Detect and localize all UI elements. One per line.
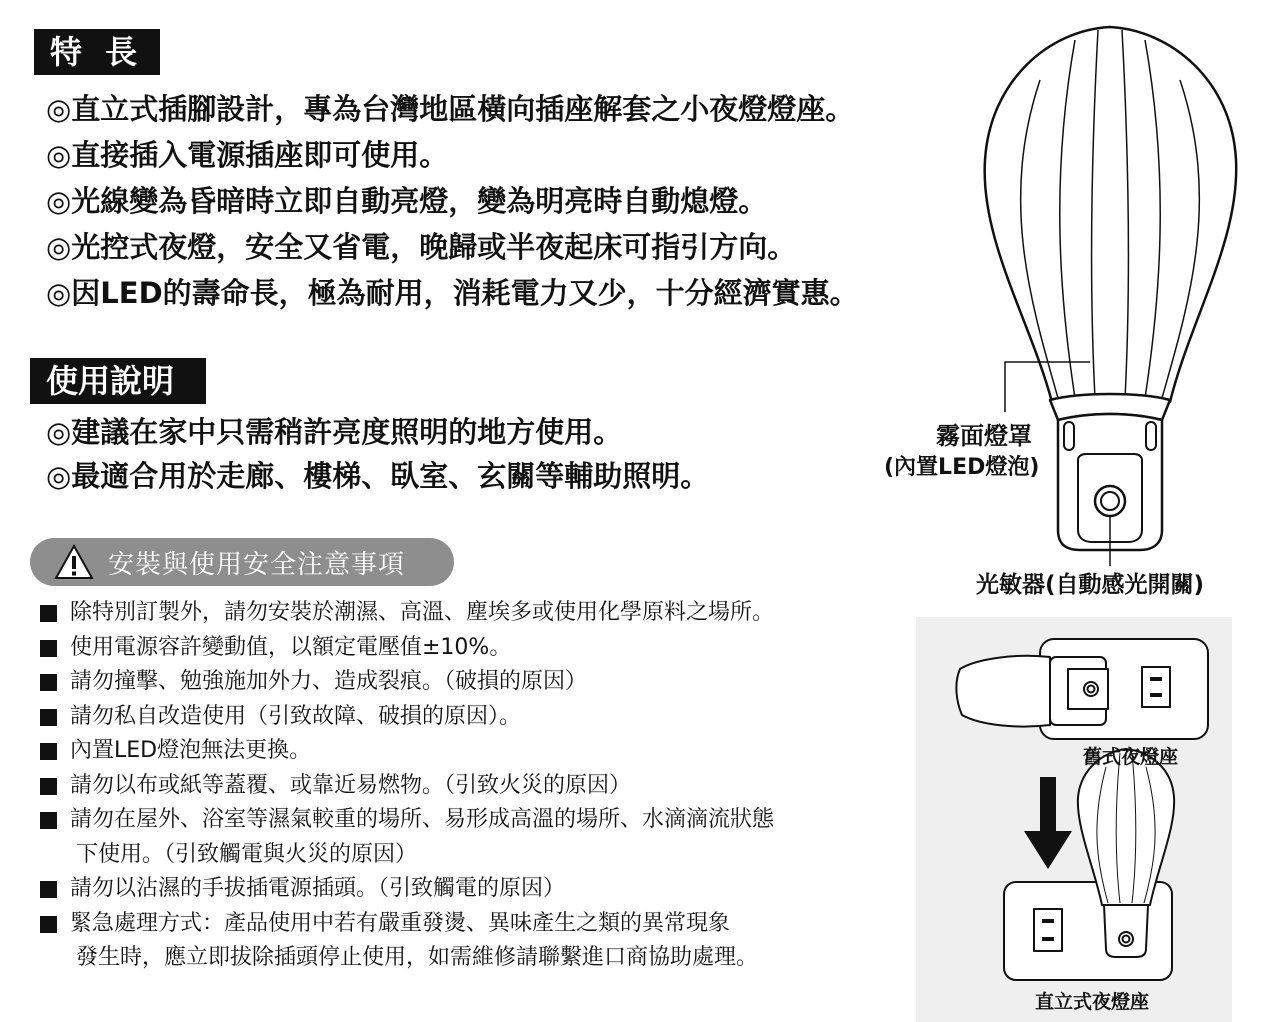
caution-item xyxy=(40,700,900,735)
square-bullet-icon xyxy=(40,881,57,898)
usage-heading: 使用說明 xyxy=(30,358,206,404)
feature-item: ◎直接插入電源插座即可使用。 xyxy=(46,138,449,172)
square-bullet-icon xyxy=(40,812,57,829)
square-bullet-icon xyxy=(40,674,57,691)
square-bullet-icon xyxy=(40,916,57,933)
caution-item xyxy=(40,872,900,907)
caution-text: 內置LED燈泡無法更換。 xyxy=(70,738,312,763)
shade-label-line1: 霧面燈罩 xyxy=(936,422,1032,450)
caution-item xyxy=(40,665,900,700)
shade-label-line2: (內置LED燈泡) xyxy=(884,455,1040,480)
caution-text-continued: 發生時，應立即拔除插頭停止使用，如需維修請聯繫進口商協助處理。 xyxy=(76,945,759,970)
square-bullet-icon xyxy=(40,709,57,726)
caution-text-continued: 下使用。（引致觸電與火災的原因） xyxy=(76,841,418,867)
new-base-label: 直立式夜燈座 xyxy=(1035,991,1150,1013)
safety-heading-text: 安裝與使用安全注意事項 xyxy=(108,549,406,580)
caution-text: 請勿以沾濕的手拔插電源插頭。（引致觸電的原因） xyxy=(70,876,566,901)
usage-item: ◎最適合用於走廊、樓梯、臥室、玄關等輔助照明。 xyxy=(46,459,710,493)
comparison-illustration xyxy=(916,617,1232,1022)
old-base-label: 舊式夜燈座 xyxy=(1083,746,1179,768)
caution-text: 請勿私自改造使用（引致故障、破損的原因）。 xyxy=(70,703,522,729)
feature-item: ◎因LED的壽命長，極為耐用，消耗電力又少，十分經濟實惠。 xyxy=(46,276,859,310)
caution-item xyxy=(40,769,900,804)
features-heading: 特 長 xyxy=(34,29,160,75)
feature-item: ◎光線變為昏暗時立即自動亮燈，變為明亮時自動熄燈。 xyxy=(46,184,768,218)
sensor-label: 光敏器(自動感光開關) xyxy=(976,572,1205,598)
safety-list xyxy=(40,596,900,976)
caution-text: 緊急處理方式：產品使用中若有嚴重發燙、異味產生之類的異常現象 xyxy=(70,910,731,936)
square-bullet-icon xyxy=(40,778,57,795)
caution-item xyxy=(40,803,900,872)
usage-item: ◎建議在家中只需稍許亮度照明的地方使用。 xyxy=(46,415,623,449)
caution-text: 請勿撞擊、勉強施加外力、造成裂痕。（破損的原因） xyxy=(70,669,588,694)
feature-item: ◎直立式插腳設計，專為台灣地區橫向插座解套之小夜燈燈座。 xyxy=(46,92,855,126)
feature-item: ◎光控式夜燈，安全又省電，晚歸或半夜起床可指引方向。 xyxy=(46,230,797,264)
caution-text: 使用電源容許變動值，以額定電壓值±10%。 xyxy=(70,634,512,660)
caution-item xyxy=(40,907,900,976)
caution-item xyxy=(40,631,900,666)
caution-item xyxy=(40,734,900,769)
square-bullet-icon xyxy=(40,743,57,760)
caution-text: 請勿在屋外、浴室等濕氣較重的場所、易形成高溫的場所、水滴滴流狀態 xyxy=(70,807,775,832)
square-bullet-icon xyxy=(40,640,57,657)
caution-text: 除特別訂製外，請勿安裝於潮濕、高溫、塵埃多或使用化學原料之場所。 xyxy=(70,600,775,625)
caution-text: 請勿以布或紙等蓋覆、或靠近易燃物。（引致火災的原因） xyxy=(70,772,632,798)
